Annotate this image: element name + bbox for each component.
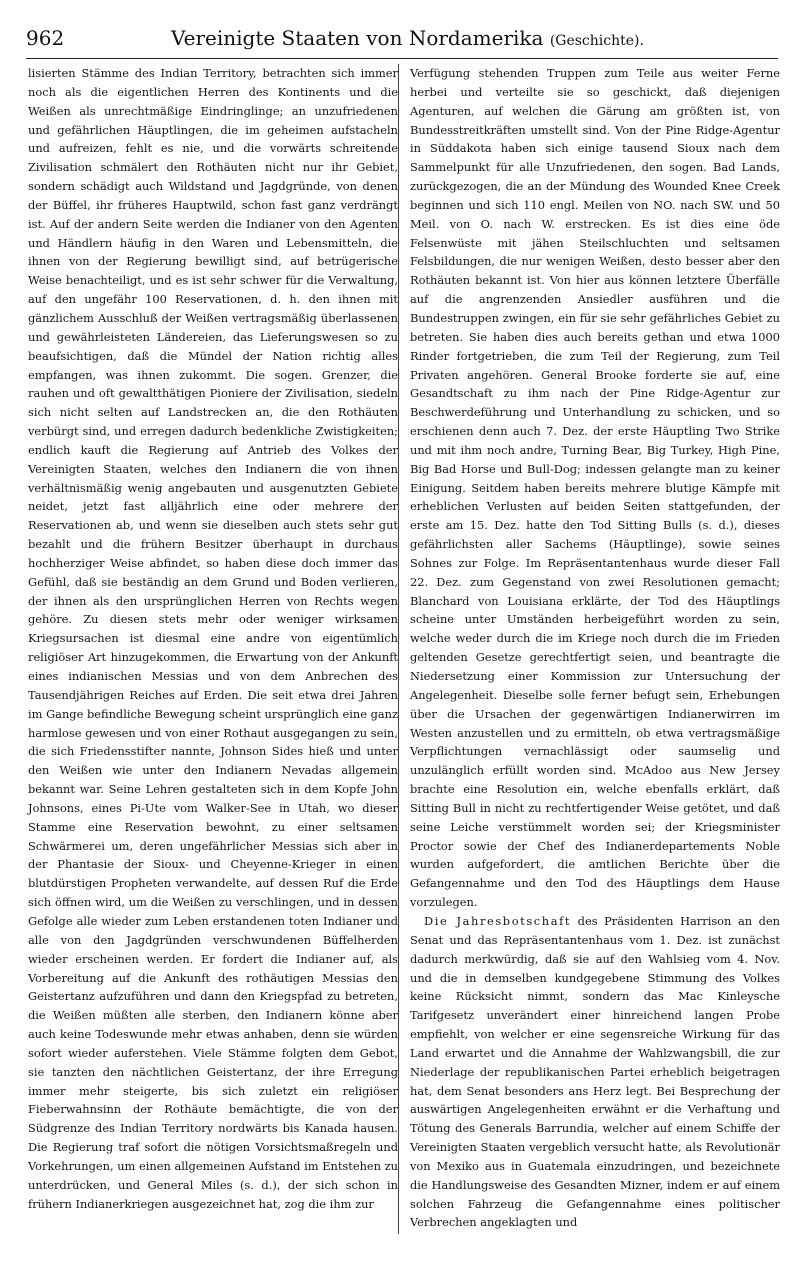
right-column — [410, 64, 780, 1232]
running-title-suffix: (Geschichte). — [549, 33, 644, 49]
column-divider — [398, 64, 399, 1234]
header-rule — [26, 58, 778, 59]
running-title — [171, 26, 644, 50]
section-lead: Die Jahresbotschaft — [424, 913, 572, 928]
running-title-main: Vereinigte Staaten von Nordamerika — [171, 26, 544, 50]
right-paragraph-2-text: des Präsidenten Harrison an den Senat und das Repräsentantenhaus vom 1. Dez. ist zunächst dadurch merkwürdig, daß sie auf den Wahlsieg vom 4. Nov. und die in demselben kundgegebene Stimmung des Volkes keine Rücksicht nimmt, sondern das Mac Kinleysche Tarifgesetz unverändert einer hinreichend langen Probe empfiehlt, von welcher er eine segensreiche Wirkung für das Land erwartet und die Annahme der Wahlzwangsbill, die zur Niederlage der republikanischen Partei erheblich beigetragen hat, dem Senat besonders ans Herz legt. Bei Besprechung der auswärtigen Angelegenheiten erwähnt er die Verhaftung und Tötung des Generals Barrundia, welcher auf einem Schiffe der Vereinigten Staaten vergeblich versucht hatte, als Revolutionär von Mexiko aus in Guatemala einzudringen, und bezeichnete die Handlungsweise des Gesandten Mizner, indem er auf einem solchen Fahrzeug die Gefangennahme eines politischer Verbrechen angeklagten und — [410, 913, 781, 1230]
right-paragraph-2 — [410, 912, 780, 1232]
page-number: 962 — [26, 26, 65, 50]
right-paragraph-1: Verfügung stehenden Truppen zum Teile aus weiter Ferne herbei und verteilte sie so geschickt, daß diejenigen Agenturen, auf welchen die Gärung am größten ist, von Bundesstreitkräften umstellt sind. Von der Pine Ridge-Agentur in Süddakota haben sich einige tausend Sioux nach dem Sammelpunkt für alle Unzufriedenen, den sogen. Bad Lands, zurückgezogen, die an der Mündung des Wounded Knee Creek beginnen und sich 110 engl. Meilen von NO. nach SW. und 50 Meil. von O. nach W. erstrecken. Es ist dies eine öde Felsenwüste mit jähen Steilschluchten und seltsamen Felsbildungen, die nur wenigen Weißen, desto besser aber den Rothäuten bekannt ist. Von hier aus können letztere Überfälle auf die angrenzenden Ansiedler ausführen und die Bundestruppen zwingen, ein für sie sehr gefährliches Gebiet zu betreten. Sie haben dies auch bereits gethan und etwa 1000 Rinder fortgetrieben, die zum Teil der Regierung, zum Teil Privaten angehören. General Brooke forderte sie auf, eine Gesandtschaft zu ihm nach der Pine Ridge-Agentur zur Beschwerdeführung und Unterhandlung zu schicken, und so erschienen denn auch 7. Dez. der erste Häuptling Two Strike und mit ihm noch andre, Turning Bear, Big Turkey, High Pine, Big Bad Horse und Bull-Dog; indessen gelangte man zu keiner Einigung. Seitdem haben bereits mehrere blutige Kämpfe mit erheblichen Verlusten auf beiden Seiten stattgefunden, der erste am 15. Dez. hatte den Tod Sitting Bulls (s. d.), dieses gefährlichsten aller Sachems (Häuptlinge), sowie seines Sohnes zur Folge. Im Repräsentantenhaus wurde dieser Fall 22. Dez. zum Gegenstand von zwei Resolutionen gemacht; Blanchard von Louisiana erklärte, der Tod des Häuptlings scheine unter Umständen herbeigeführt worden zu sein, welche weder durch die im Kriege noch durch die im Frieden geltenden Gesetze gerechtfertigt seien, und beantragte die Niedersetzung einer Kommission zur Untersuchung der Angelegenheit. Dieselbe solle ferner befugt sein, Erhebungen über die Ursachen der gegenwärtigen Indianerwirren im Westen anzustellen und zu ermitteln, ob etwa vertragsmäßige Verpflichtungen vernachlässigt oder saumselig und unzulänglich erfüllt worden sind. McAdoo aus New Jersey brachte eine Resolution ein, welche ebenfalls erklärt, daß Sitting Bull in nicht zu rechtfertigender Weise getötet, und daß seine Leiche verstümmelt worden sei; der Kriegsminister Proctor sowie der Chef des Indianerdepartements Noble wurden aufgefordert, die amtlichen Berichte über die Gefangennahme und den Tod des Häuptlings dem Hause vorzulegen. — [410, 66, 780, 910]
left-paragraph-1: lisierten Stämme des Indian Territory, betrachten sich immer noch als die eigentlichen Herren des Kontinents und die Weißen als unrechtmäßige Eindringlinge; an unzufriedenen und gefährlichen Häuptlingen, die im geheimen aufstacheln und aufreizen, fehlt es nie, und die vorwärts schreitende Zivilisation schmälert den Rothäuten nicht nur ihr Gebiet, sondern schädigt auch Wildstand und Jagdgründe, von denen der Büffel, ihr früheres Hauptwild, schon fast ganz verdrängt ist. Auf der andern Seite werden die Indianer von den Agenten und Händlern häufig in den Waren und Lebensmitteln, die ihnen von der Regierung bewilligt sind, auf betrügerische Weise benachteiligt, und es ist sehr schwer für die Verwaltung, auf den ungefähr 100 Reservationen, d. h. den ihnen mit gänzlichem Ausschluß der Weißen vertragsmäßig überlassenen und gewährleisteten Ländereien, das Lieferungswesen so zu beaufsichtigen, daß die Mündel der Nation richtig alles empfangen, was ihnen zukommt. Die sogen. Grenzer, die rauhen und oft gewaltthätigen Pioniere der Zivilisation, siedeln sich nicht selten auf Landstrecken an, die den Rothäuten verbürgt sind, und erregen dadurch bedenkliche Zwistigkeiten; endlich kauft die Regierung auf Antrieb des Volkes der Vereinigten Staaten, welches den Indianern die von ihnen verhältnismäßig wenig angebauten und ausgenutzten Gebiete neidet, jetzt fast alljährlich eine oder mehrere der Reservationen ab, und wenn sie dieselben auch stets sehr gut bezahlt und die frühern Besitzer überhaupt in durchaus hochherziger Weise abfindet, so haben diese doch immer das Gefühl, daß sie beständig an dem Grund und Boden verlieren, der ihnen als den ursprünglichen Herren von Rechts wegen gehöre. Zu diesen stets mehr oder weniger wirksamen Kriegsursachen ist diesmal eine andre von eigentümlich religiöser Art hinzugekommen, die Erwartung von der Ankunft eines indianischen Messias und von dem Anbrechen des Tausendjährigen Reiches auf Erden. Die seit etwa drei Jahren im Gange befindliche Bewegung scheint ursprünglich eine ganz harmlose gewesen und von einer Rothaut ausgegangen zu sein, die sich Friedensstifter nannte, Johnson Sides hieß und unter den Weißen wie unter den Indianern Nevadas allgemein bekannt war. Seine Lehren gestalteten sich in dem Kopfe John Johnsons, eines Pi-Ute vom Walker-See in Utah, wo dieser Stamme eine Reservation bewohnt, zu einer seltsamen Schwärmerei um, deren ungefährlicher Messias sich aber in der Phantasie der Sioux- und Cheyenne-Krieger in einen blutdürstigen Propheten verwandelte, auf dessen Ruf die Erde sich öffnen wird, um die Weißen zu verschlingen, und in dessen Gefolge alle wieder zum Leben erstandenen toten Indianer und alle von den Jagdgründen verschwundenen Büffelherden wieder erscheinen werden. Er fordert die Indianer auf, als Vorbereitung auf die Ankunft des rothäutigen Messias den Geistertanz aufzuführen und dann den Kriegspfad zu betreten, die Weißen müßten alle sterben, den Indianern könne aber auch keine Todeswunde mehr etwas anhaben, denn sie würden sofort wieder auferstehen. Viele Stämme folgten dem Gebot, sie tanzten den nächtlichen Geistertanz, der ihre Erregung immer mehr steigerte, bis sich zuletzt ein religiöser Fieberwahnsinn der Rothäute bemächtigte, die von der Südgrenze des Indian Territory nordwärts bis Kanada hausen. Die Regierung traf sofort die nötigen Vorsichtsmaßregeln und Vorkehrungen, um einen allgemeinen Aufstand im Entstehen zu unterdrücken, und General Miles (s. d.), der sich schon in frühern Indianerkriegen ausgezeichnet hat, zog die ihm zur — [28, 66, 398, 1211]
left-column — [28, 64, 398, 1213]
running-header — [26, 24, 776, 58]
